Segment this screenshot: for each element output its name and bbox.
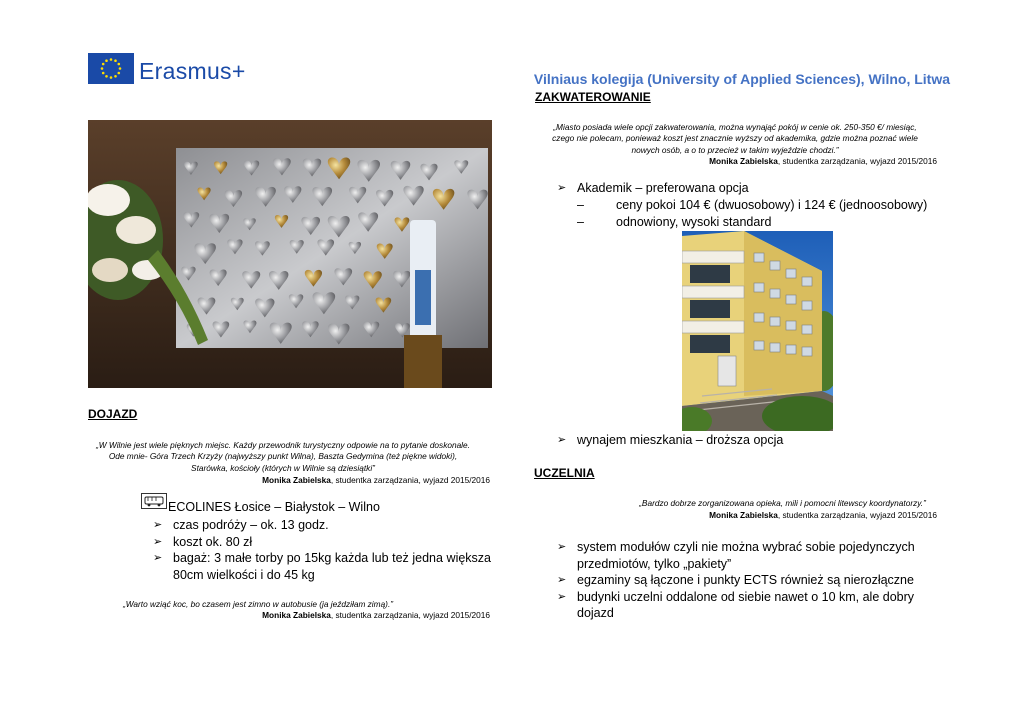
university-heading: UCZELNIA (534, 466, 595, 480)
travel-quote: „W Wilnie jest wiele pięknych miejsc. Każdy przewodnik turystyczny odpowie na to pytanie doskonale. Ode mnie- Góra Trzech Krzyży (najwyższy punkt Wilna), Baszta Gedymina (też piękne widoki), Starówka, kościoły (których w Wilnie są dziesiątki” (96, 440, 470, 473)
university-signature: Monika Zabielska, studentka zarządzania, wyjazd 2015/2016 (709, 510, 937, 520)
accommodation-signature: Monika Zabielska, studentka zarządzania, wyjazd 2015/2016 (709, 156, 937, 166)
page-title: Vilniaus kolegija (University of Applied Sciences), Wilno, Litwa (533, 71, 950, 87)
dormitory-photo (682, 231, 833, 431)
list-item: ➢ bagaż: 3 małe torby po 15kg każda lub też jedna większa 80cm wielkości i do 45 kg (153, 551, 491, 582)
accommodation-subitems (555, 197, 955, 231)
votive-hearts-photo (88, 120, 492, 388)
list-item: ➢ koszt ok. 80 zł (153, 534, 253, 549)
travel-signature-2: Monika Zabielska, studentka zarządzania, wyjazd 2015/2016 (262, 610, 490, 620)
bus-icon (141, 493, 167, 509)
accommodation-quote: „Miasto posiada wiele opcji zakwaterowania, można wynająć pokój w cenie ok. 250-350 €/ miesiąc, czego nie polecam, ponieważ koszt jest znacznie wyższy od akademika, gdzie można poznać wiele nowych osób, a o to przecież w takim wyjeździe chodzi.” (552, 122, 918, 155)
list-item: ➢ czas podróży – ok. 13 godz. (153, 518, 329, 532)
list-item: – odnowiony, wysoki standard (577, 215, 772, 229)
eu-flag-icon (88, 53, 134, 84)
list-item: ➢ budynki uczelni oddalone od siebie nawet o 10 km, ale dobry dojazd (557, 589, 915, 620)
list-item: ➢ system modułów czyli nie można wybrać sobie pojedynczych przedmiotów, tylko „pakiety” (557, 540, 915, 571)
travel-signature: Monika Zabielska, studentka zarządzania, wyjazd 2015/2016 (262, 475, 490, 485)
travel-heading: DOJAZD (88, 407, 138, 421)
list-item: – ceny pokoi 104 € (dwuosobowy) i 124 € (jednoosobowy) (577, 198, 928, 212)
university-quote: „Bardzo dobrze zorganizowana opieka, mili i pomocni litewscy koordynatorzy.” (639, 498, 926, 508)
list-item: ➢ wynajem mieszkania – droższa opcja (557, 433, 784, 447)
list-item: ➢ Akademik – preferowana opcja (557, 181, 749, 195)
bus-line: ECOLINES Łosice – Białystok – Wilno (168, 500, 380, 514)
accommodation-heading: ZAKWATEROWANIE (535, 90, 651, 104)
accommodation-bullets-2 (555, 432, 955, 449)
travel-quote-2: „Warto wziąć koc, bo czasem jest zimno w autobusie (ja jeździłam zimą).” (122, 599, 394, 609)
university-bullets (555, 539, 915, 622)
accommodation-bullets (555, 180, 955, 197)
travel-bullets (151, 517, 491, 583)
erasmus-logo-text: Erasmus+ (139, 58, 246, 84)
list-item: ➢ egzaminy są łączone i punkty ECTS również są nierozłączne (557, 573, 914, 587)
